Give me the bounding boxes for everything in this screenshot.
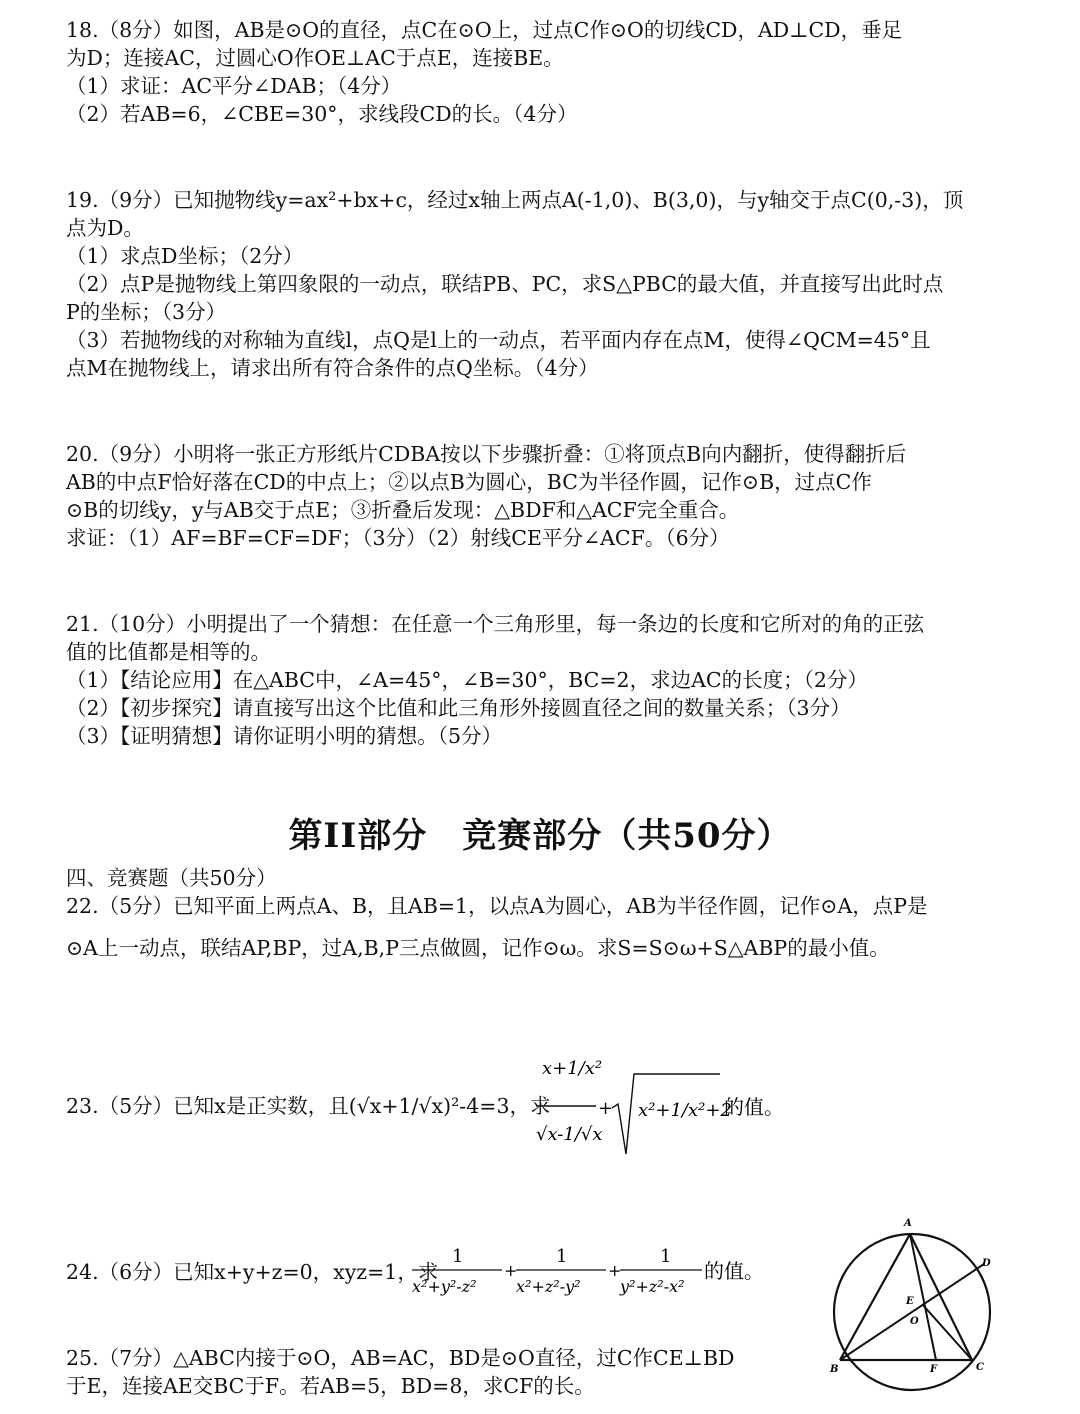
q21-line2: 值的比值都是相等的。 bbox=[66, 640, 271, 664]
q18-part1: （1）求证：AC平分∠DAB；（4分） bbox=[66, 74, 402, 98]
svg-text:+: + bbox=[504, 1261, 518, 1280]
q19-part2a: （2）点P是抛物线上第四象限的一动点，联结PB、PC，求S△PBC的最大值，并直接写出此时点 bbox=[66, 272, 944, 296]
q20-line2: AB的中点F恰好落在CD的中点上；②以点B为圆心，BC为半径作圆，记作⊙B，过点C作 bbox=[66, 470, 872, 494]
q24-num-2: 1 bbox=[556, 1246, 568, 1267]
q25-line1: 25.（7分）△ABC内接于⊙O，AB=AC，BD是⊙O直径，过C作CE⊥BD bbox=[66, 1346, 735, 1370]
label-b: B bbox=[830, 1364, 839, 1375]
q24-num-3: 1 bbox=[660, 1246, 672, 1267]
q19-part3b: 点M在抛物线上，请求出所有符合条件的点Q坐标。（4分） bbox=[66, 356, 599, 380]
segment-bd bbox=[840, 1264, 984, 1360]
q24-den-2: x²+z²-y² bbox=[516, 1277, 581, 1296]
label-a: A bbox=[904, 1218, 912, 1229]
q24-den-1: x²+y²-z² bbox=[412, 1277, 477, 1296]
segment-af bbox=[910, 1234, 936, 1360]
q18-line1: 18.（8分）如图，AB是⊙O的直径，点C在⊙O上，过点C作⊙O的切线CD，AD⊥CD，垂足 bbox=[66, 18, 903, 42]
section-title: 第II部分 竞赛部分（共50分） bbox=[288, 816, 792, 856]
label-e: E bbox=[906, 1296, 914, 1307]
q24-suffix: 的值。 bbox=[704, 1259, 764, 1283]
section-subtitle: 四、竞赛题（共50分） bbox=[66, 866, 277, 890]
q20-line4: 求证：（1）AF=BF=CF=DF；（3分）（2）射线CE平分∠ACF。（6分） bbox=[66, 526, 730, 550]
segment-ab bbox=[840, 1234, 910, 1360]
q22-line2: ⊙A上一动点，联结AP,BP，过A,B,P三点做圆，记作⊙ω。求S=S⊙ω+S△ABP的最小值。 bbox=[66, 936, 890, 960]
q19-part2b: P的坐标；（3分） bbox=[66, 300, 227, 324]
q18-part2: （2）若AB=6，∠CBE=30°，求线段CD的长。（4分） bbox=[66, 102, 578, 126]
q19-part1: （1）求点D坐标；（2分） bbox=[66, 244, 304, 268]
q20-line1: 20.（9分）小明将一张正方形纸片CDBA按以下步骤折叠：①将顶点B向内翻折，使得翻折后 bbox=[66, 442, 907, 466]
q24-formula bbox=[410, 1244, 770, 1304]
svg-text:+: + bbox=[608, 1261, 622, 1280]
q21-line1: 21.（10分）小明提出了一个猜想：在任意一个三角形里，每一条边的长度和它所对的角的正弦 bbox=[66, 612, 925, 636]
q19-line2: 点为D。 bbox=[66, 216, 144, 240]
label-d: D bbox=[982, 1258, 991, 1269]
q21-part3: （3）【证明猜想】请你证明小明的猜想。（5分） bbox=[66, 724, 503, 748]
q24-num-1: 1 bbox=[452, 1246, 464, 1267]
q18-line2: 为D；连接AC，过圆心O作OE⊥AC于点E，连接BE。 bbox=[66, 46, 564, 70]
label-c: C bbox=[976, 1362, 984, 1373]
q24-prefix: 24.（6分）已知x+y+z=0，xyz=1，求 bbox=[66, 1260, 439, 1284]
q19-part3a: （3）若抛物线的对称轴为直线l，点Q是l上的一动点，若平面内存在点M，使得∠QCM=45°且 bbox=[66, 328, 931, 352]
q21-part2: （2）【初步探究】请直接写出这个比值和此三角形外接圆直径之间的数量关系；（3分） bbox=[66, 696, 851, 720]
q23-formula bbox=[534, 1044, 784, 1160]
q21-part1: （1）【结论应用】在△ABC中，∠A=45°，∠B=30°，BC=2，求边AC的长度；（2分） bbox=[66, 668, 868, 692]
label-o: O bbox=[910, 1316, 919, 1327]
q23-frac-num: x+1/x² bbox=[542, 1058, 603, 1079]
q19-line1: 19.（9分）已知抛物线y=ax²+bx+c，经过x轴上两点A(-1,0)、B(3,0)，与y轴交于点C(0,-3)，顶 bbox=[66, 188, 964, 212]
geometry-figure bbox=[826, 1212, 998, 1392]
label-f: F bbox=[930, 1364, 938, 1375]
q25-line2: 于E，连接AE交BC于F。若AB=5，BD=8，求CF的长。 bbox=[66, 1374, 595, 1398]
q23-radical-content: x²+1/x²+2 bbox=[638, 1100, 732, 1121]
q23-suffix: 的值。 bbox=[724, 1095, 784, 1119]
q24-den-3: y²+z²-x² bbox=[620, 1277, 685, 1296]
q22-line1: 22.（5分）已知平面上两点A、B，且AB=1，以点A为圆心，AB为半径作圆，记作⊙A，点P是 bbox=[66, 894, 928, 918]
svg-text:+: + bbox=[598, 1098, 614, 1119]
q23-frac-den: √x-1/√x bbox=[536, 1124, 603, 1145]
q20-line3: ⊙B的切线y，y与AB交于点E；③折叠后发现：△BDF和△ACF完全重合。 bbox=[66, 498, 740, 522]
q23-prefix: 23.（5分）已知x是正实数，且(√x+1/√x)²-4=3，求 bbox=[66, 1094, 551, 1118]
